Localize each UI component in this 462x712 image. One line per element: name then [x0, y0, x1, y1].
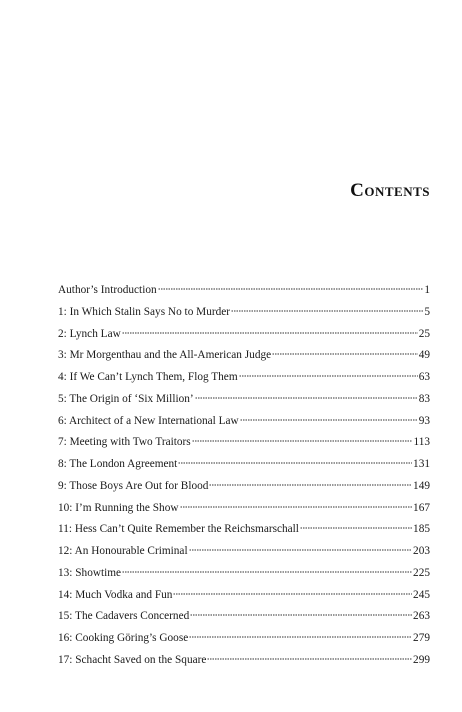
dot-leader [231, 310, 423, 312]
dot-leader [178, 462, 412, 464]
dot-leader [192, 440, 413, 442]
toc-entry-title: 11: Hess Can’t Quite Remember the Reichsmarschall [58, 523, 299, 536]
dot-leader [190, 614, 412, 616]
toc-entry-page-number: 299 [413, 653, 430, 666]
dot-leader [180, 506, 413, 508]
toc-entry-page-number: 25 [418, 327, 430, 340]
toc-entry-page-number: 83 [418, 392, 430, 405]
toc-entry-title: 15: The Cadavers Concerned [58, 610, 190, 623]
toc-entry [58, 650, 430, 672]
toc-entry-page-number: 225 [413, 566, 430, 579]
toc-entry-title: 5: The Origin of ‘Six Million’ [58, 392, 194, 405]
toc-entry [58, 498, 430, 520]
toc-entry-title: 4: If We Can’t Lynch Them, Flog Them [58, 371, 238, 383]
toc-entry [58, 454, 430, 476]
toc-entry-page-number: 245 [413, 588, 430, 601]
dot-leader [122, 571, 412, 573]
toc-entry [58, 432, 430, 454]
toc-entry [58, 367, 430, 389]
toc-entry-page-number: 5 [424, 305, 430, 318]
toc-entry-title: 7: Meeting with Two Traitors [58, 436, 191, 449]
toc-entry-page-number: 203 [413, 545, 430, 557]
toc-entry [58, 324, 430, 346]
toc-entry-page-number: 93 [418, 414, 430, 427]
toc-entry-title: 9: Those Boys Are Out for Blood [58, 479, 209, 492]
toc-entry [58, 519, 430, 541]
toc-entry-title: 13: Showtime [58, 566, 122, 579]
toc-entry-page-number: 63 [418, 371, 430, 383]
toc-entry-title: 17: Schacht Saved on the Square [58, 653, 207, 666]
toc-entry-title: 8: The London Agreement [58, 458, 178, 470]
toc-entry-page-number: 279 [413, 632, 430, 644]
dot-leader [207, 658, 412, 660]
toc-entry-page-number: 263 [413, 610, 430, 623]
toc-entry [58, 302, 430, 324]
dot-leader [240, 419, 418, 421]
toc-entry-page-number: 167 [413, 501, 430, 514]
dot-leader [239, 375, 418, 377]
dot-leader [189, 636, 412, 638]
dot-leader [209, 484, 412, 486]
page-title: Contents [350, 180, 430, 201]
toc-entry [58, 411, 430, 433]
toc-entry [58, 585, 430, 607]
dot-leader [272, 353, 418, 355]
toc-entry-page-number: 1 [424, 284, 430, 296]
dot-leader [300, 527, 412, 529]
toc-entry-title: 1: In Which Stalin Says No to Murder [58, 305, 231, 318]
toc-entry-page-number: 113 [413, 436, 430, 449]
dot-leader [158, 288, 424, 290]
toc-entry-page-number: 149 [413, 479, 430, 492]
toc-entry-title: 12: An Honourable Criminal [58, 545, 188, 557]
toc-entry-title: Author’s Introduction [58, 284, 157, 296]
toc-entry-title: 16: Cooking Göring’s Goose [58, 632, 189, 644]
toc-entry-page-number: 49 [418, 349, 430, 362]
table-of-contents [58, 280, 430, 672]
toc-entry-title: 6: Architect of a New International Law [58, 414, 239, 427]
dot-leader [173, 593, 412, 595]
dot-leader [122, 332, 418, 334]
toc-entry [58, 563, 430, 585]
toc-entry-page-number: 131 [413, 458, 430, 470]
toc-entry [58, 280, 430, 302]
toc-entry [58, 541, 430, 563]
toc-entry-title: 14: Much Vodka and Fun [58, 588, 173, 601]
dot-leader [189, 549, 412, 551]
toc-entry [58, 628, 430, 650]
toc-entry-title: 2: Lynch Law [58, 327, 121, 340]
toc-entry-title: 3: Mr Morgenthau and the All-American Judge [58, 349, 272, 362]
dot-leader [195, 397, 418, 399]
toc-entry-page-number: 185 [413, 523, 430, 536]
toc-entry [58, 389, 430, 411]
toc-entry [58, 345, 430, 367]
toc-entry [58, 476, 430, 498]
toc-entry-title: 10: I’m Running the Show [58, 501, 179, 514]
toc-entry [58, 606, 430, 628]
